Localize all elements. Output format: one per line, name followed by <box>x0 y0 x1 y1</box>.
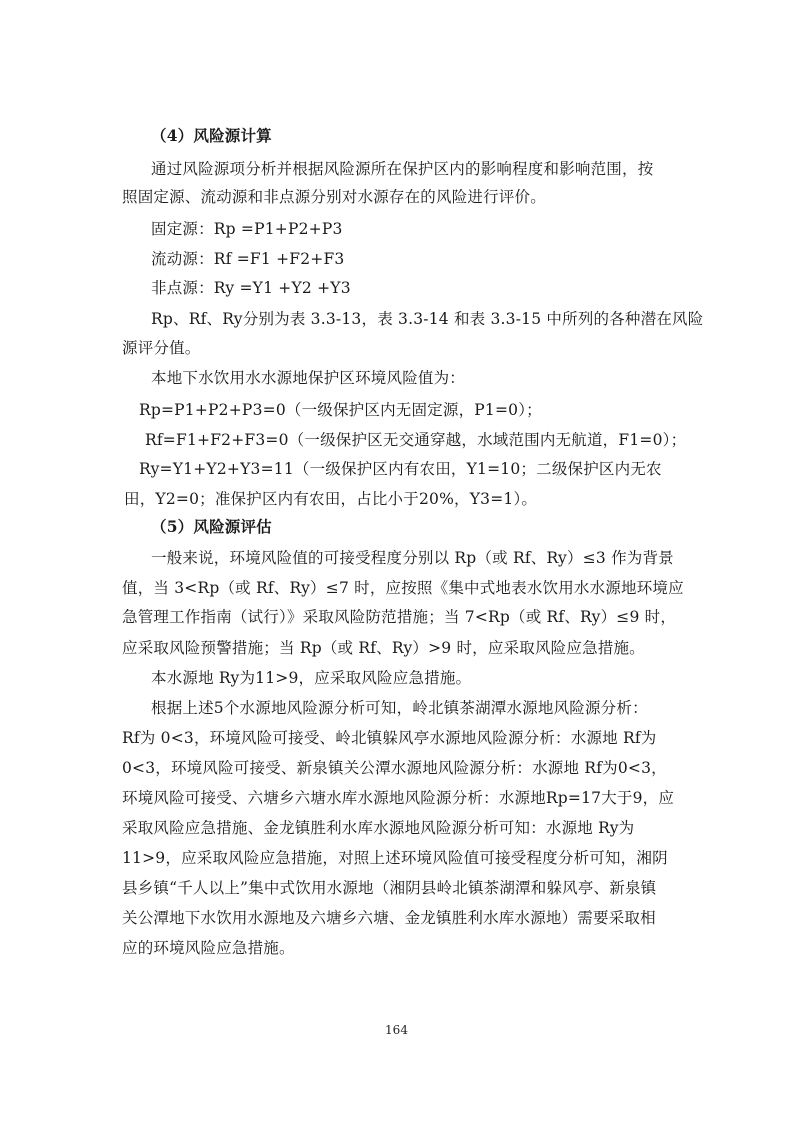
result-rp: Rp=P1+P2+P3=0（一级保护区内无固定源，P1=0）； <box>139 401 542 419</box>
paragraph-line: 11>9，应采取风险应急措施，对照上述环境风险值可接受程度分析可知，湘阴 <box>122 849 668 867</box>
paragraph-line: 县乡镇“千人以上”集中式饮用水源地（湘阴县岭北镇茶湖潭和躲风亭、新泉镇 <box>122 879 657 897</box>
paragraph-line: 照固定源、流动源和非点源分别对水源存在的风险进行评价。 <box>122 188 546 206</box>
paragraph-line: 应采取风险预警措施；当 Rp（或 Rf、Ry）>9 时，应采取风险应急措施。 <box>122 639 645 657</box>
paragraph-line: Rp、Rf、Ry分别为表 3.3-13，表 3.3-14 和表 3.3-15 中所列的各种潜在风险 <box>151 310 704 328</box>
paragraph-line: 根据上述5个水源地风险源分析可知，岭北镇茶湖潭水源地风险源分析： <box>151 699 648 717</box>
formula-non-point-source: 非点源：Ry =Y1 +Y2 +Y3 <box>151 279 351 297</box>
paragraph-line: 通过风险源项分析并根据风险源所在保护区内的影响程度和影响范围，按 <box>151 160 654 178</box>
paragraph-line: 源评分值。 <box>122 339 201 357</box>
formula-mobile-source: 流动源：Rf =F1 +F2+F3 <box>151 250 345 268</box>
result-ry-continued: 田，Y2=0；准保护区内有农田，占比小于20%，Y3=1）。 <box>124 490 538 508</box>
page-number: 164 <box>385 1023 408 1037</box>
result-ry: Ry=Y1+Y2+Y3=11（一级保护区内有农田，Y1=10；二级保护区内无农 <box>139 460 662 478</box>
paragraph-line: 应的环境风险应急措施。 <box>122 939 295 957</box>
paragraph-line: 环境风险可接受、六塘乡六塘水库水源地风险源分析：水源地Rp=17大于9，应 <box>122 789 675 807</box>
result-rf: Rf=F1+F2+F3=0（一级保护区无交通穿越，水域范围内无航道，F1=0）； <box>145 431 687 449</box>
paragraph-line: 0<3，环境风险可接受、新泉镇关公潭水源地风险源分析：水源地 Rf为0<3， <box>122 759 667 777</box>
paragraph-line: 本水源地 Ry为11>9，应采取风险应急措施。 <box>151 669 472 687</box>
paragraph-line: Rf为 0<3，环境风险可接受、岭北镇躲风亭水源地风险源分析：水源地 Rf为 <box>122 729 657 747</box>
paragraph-line: 本地下水饮用水水源地保护区环境风险值为： <box>151 369 466 387</box>
section-heading-risk-assessment: （5）风险源评估 <box>151 517 272 536</box>
formula-fixed-source: 固定源：Rp =P1+P2+P3 <box>151 220 343 238</box>
paragraph-line: 值，当 3<Rp（或 Rf、Ry）≤7 时，应按照《集中式地表水饮用水水源地环境应 <box>122 579 684 597</box>
paragraph-line: 急管理工作指南（试行）》采取风险防范措施；当 7<Rp（或 Rf、Ry）≤9 时， <box>122 608 677 626</box>
paragraph-line: 一般来说，环境风险值的可接受程度分别以 Rp（或 Rf、Ry）≤3 作为背景 <box>151 549 674 567</box>
section-heading-risk-calculation: （4）风险源计算 <box>151 126 272 145</box>
paragraph-line: 采取风险应急措施、金龙镇胜利水库水源地风险源分析可知：水源地 Ry为 <box>122 819 635 837</box>
paragraph-line: 关公潭地下水饮用水源地及六塘乡六塘、金龙镇胜利水库水源地）需要采取相 <box>122 909 656 927</box>
